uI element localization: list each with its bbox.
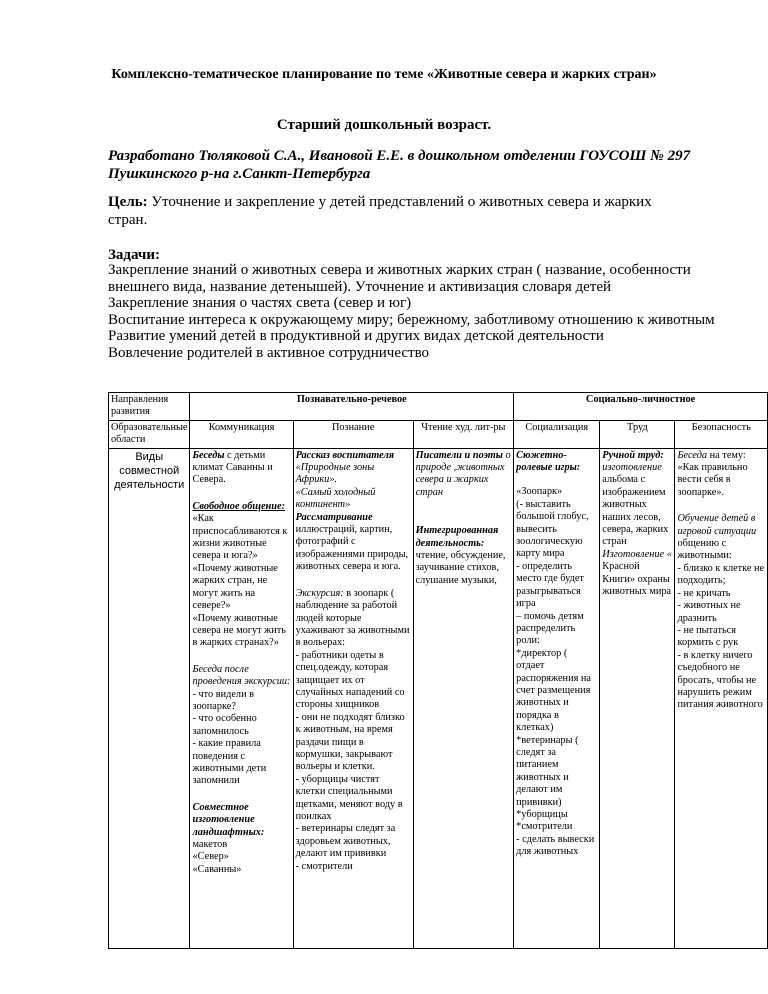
task-item: Развитие умений детей в продуктивной и других видах детской деятельности xyxy=(108,328,604,345)
table-row xyxy=(109,448,768,948)
goal-label: Цель: xyxy=(108,194,148,210)
goal-text: Уточнение и закрепление у детей представлений о животных севера и жарких стран. xyxy=(108,194,652,228)
tasks-list xyxy=(108,262,723,362)
column-header: Безопасность xyxy=(675,420,768,448)
table-row xyxy=(109,393,768,421)
cell-labor: Ручной труд: изготовление альбома с изображением животных наших лесов, севера, жарких стран Изготовление « Красной Книги» охраны животных мира xyxy=(600,448,675,948)
group-header-social: Социально-личностное xyxy=(514,393,768,421)
activities-label: Виды совместной деятельности xyxy=(109,448,190,948)
document-subtitle: Старший дошкольный возраст. xyxy=(276,117,492,133)
areas-label: Образовательные области xyxy=(109,420,190,448)
cell-cognition: Рассказ воспитателя «Природные зоны Африки». «Самый холодный континент» Рассматривание иллюстраций, картин, фотографий с изображениями природы, животных севера и юга. Экскурсия: в зоопарк ( наблюдение за работой людей которые ухаживают за животными в вольерах: - работники одеты в спец.одежду, которая защищает их от случайных нападений со стороны хищников - они не подходят близко к животным, на время раздачи пищи в кормушки, закрывают вольеры и клетки. - уборщицы чистят клетки специальными щетками, меняют воду в поилках - ветеринары следят за здоровьем животных, делают им прививки - смотрители xyxy=(293,448,413,948)
column-header: Коммуникация xyxy=(190,420,293,448)
task-item: Закрепление знания о частях света (север и юг) xyxy=(108,295,412,312)
goal-paragraph xyxy=(108,193,688,229)
cell-reading: Писатели и поэты о природе ,животных севера и жарких стран Интегрированная деятельность: чтение, обсуждение, заучивание стихов, слушание музыки, xyxy=(413,448,514,948)
planning-table xyxy=(108,392,768,949)
task-item: Воспитание интереса к окружающему миру; бережному, заботливому отношению к животным xyxy=(108,311,715,328)
document-title: Комплексно-тематическое планирование по теме «Животные севера и жарких стран» xyxy=(111,67,657,82)
column-header: Чтение худ. лит-ры xyxy=(413,420,514,448)
cell-safety: Беседа на тему: «Как правильно вести себя в зоопарке». Обучение детей в игровой ситуации общению с животными: - близко к клетке не подходить; - не кричать - животных не дразнить - не пытаться кормить с рук - в клетку ничего съедобного не бросать, чтобы не нарушить режим питания животного xyxy=(675,448,768,948)
column-header: Труд xyxy=(600,420,675,448)
task-item: Закрепление знаний о животных севера и животных жарких стран ( название, особенности внешнего вида, название детенышей). Уточнение и активизация словаря детей xyxy=(108,262,691,295)
direction-label: Направления развития xyxy=(109,393,190,421)
task-item: Вовлечение родителей в активное сотрудничество xyxy=(108,344,430,361)
authors-line: Разработано Тюляковой С.А., Ивановой Е.Е. в дошкольном отделении ГОУСОШ № 297 Пушкинского р-на г.Санкт-Петербурга xyxy=(108,148,691,182)
cell-socialization: Сюжетно-ролевые игры: «Зоопарк» (- выставить большой глобус, вывесить зоологическую карту мира - определить место где будет разыгрываться игра – помочь детям распределить роли: *директор ( отдает распоряжения на счет размещения животных и порядка в клетках) *ветеринары ( следят за питанием животных и делают им прививки) *уборщицы *смотрители - сделать вывески для животных xyxy=(514,448,600,948)
tasks-heading: Задачи: xyxy=(108,247,161,263)
group-header-cognitive: Познавательно-речевое xyxy=(190,393,514,421)
column-header: Познание xyxy=(293,420,413,448)
column-header: Социализация xyxy=(514,420,600,448)
cell-communication: Беседы с детьми климат Саванны и Севера. Свободное общение: «Как приспосабливаются к жизни животные севера и юга?» «Почему животные жарких стран, не могут жить на севере?» «Почему животные севера не могут жить в жарких странах?» Беседа после проведения экскурсии: - что видели в зоопарке? - что особенно запомнилось - какие правила поведения с животными дети запомнили Совместное изготовление ландшафтных: макетов «Север» «Саванны» xyxy=(190,448,293,948)
table-row xyxy=(109,420,768,448)
